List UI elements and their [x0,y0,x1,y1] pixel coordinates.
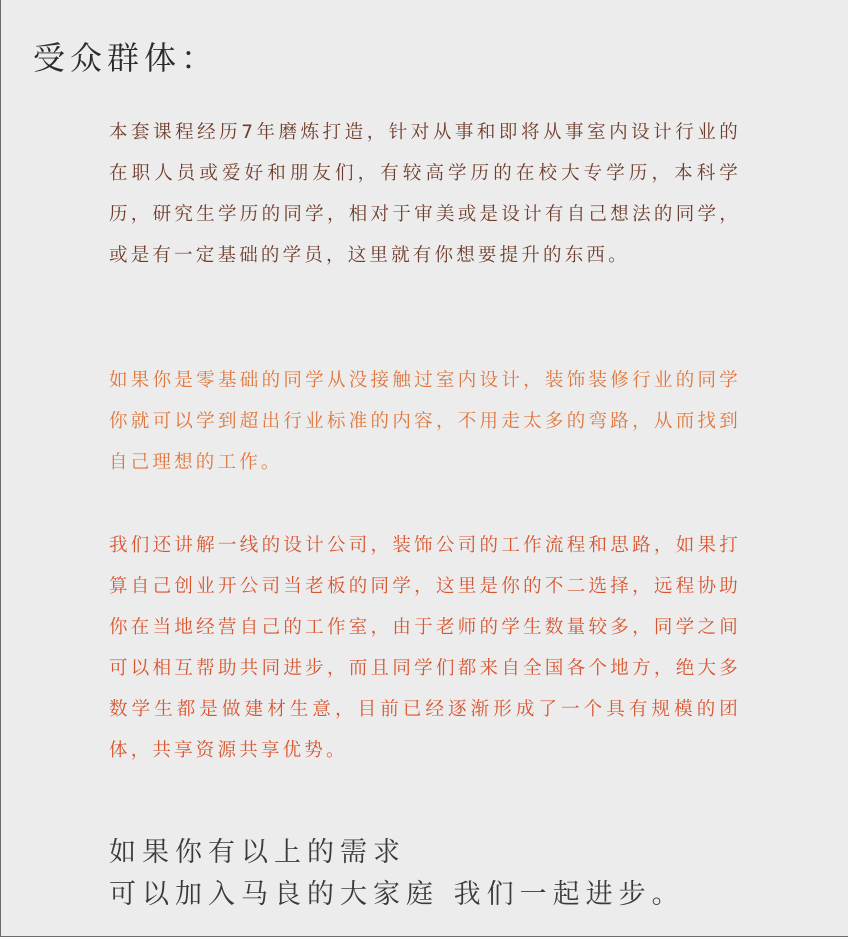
beginner-paragraph: 如果你是零基础的同学从没接触过室内设计，装饰装修行业的同学你就可以学到超出行业标准的内容，不用走太多的弯路，从而找到自己理想的工作。 [109,370,741,473]
closing-text [109,832,809,916]
business-paragraph: 我们还讲解一线的设计公司，装饰公司的工作流程和思路，如果打算自己创业开公司当老板的同学，这里是你的不二选择，远程协助你在当地经营自己的工作室，由于老师的学生数量较多，同学之间可以相互帮助共同进步，而且同学们都来自全国各个地方，绝大多数学生都是做建材生意，目前已经逐渐形成了一个具有规模的团体，共享资源共享优势。 [109,535,741,761]
closing-line-2: 可以加入马良的大家庭 我们一起进步。 [109,879,685,910]
section-heading: 受众群体： [33,39,219,77]
audience-paragraph: 本套课程经历7年磨炼打造，针对从事和即将从事室内设计行业的在职人员或爱好和朋友们，有较高学历的在校大专学历，本科学历，研究生学历的同学，相对于审美或是设计有自己想法的同学，或是有一定基础的学员，这里就有你想要提升的东西。 [109,122,741,266]
closing-line-1: 如果你有以上的需求 [109,837,406,868]
